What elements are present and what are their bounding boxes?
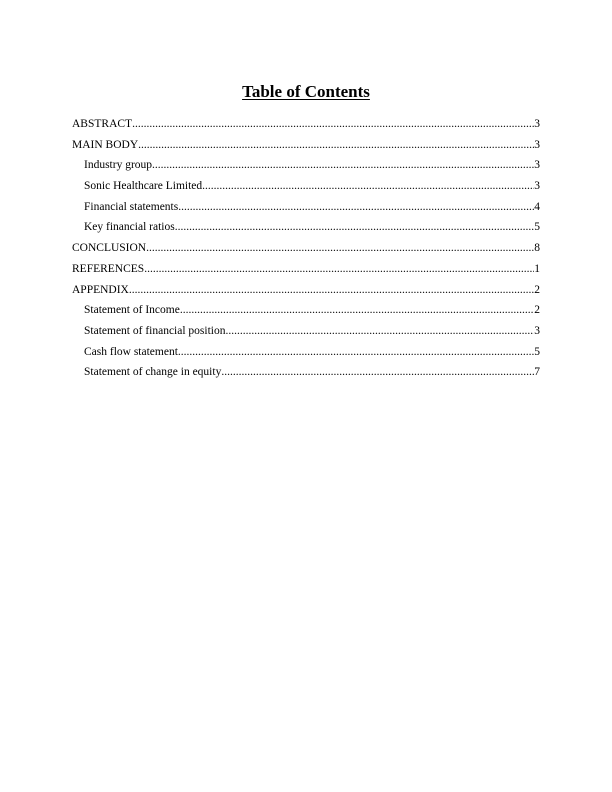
toc-entry-statement-of-change-in-equity[interactable] [72,364,540,385]
toc-dot-leader [175,219,535,235]
toc-page-number: 5 [534,221,540,234]
toc-entry-conclusion[interactable] [72,240,540,261]
toc-entry-label: Sonic Healthcare Limited [84,180,203,193]
toc-page-number: 7 [534,366,540,379]
toc-entry-label: Statement of change in equity [84,366,222,379]
toc-entry-cash-flow-statement[interactable] [72,344,540,365]
toc-entry-industry-group[interactable] [72,157,540,178]
toc-entry-label: APPENDIX [72,283,129,296]
toc-entry-label: ABSTRACT [72,118,133,130]
toc-dot-leader [129,282,534,298]
toc-page-number: 3 [534,159,540,172]
toc-dot-leader [178,344,534,360]
toc-page-number: 8 [534,242,540,255]
toc-dot-leader [178,199,534,215]
toc-entry-statement-of-financial-position[interactable] [72,323,540,344]
toc-entry-references[interactable] [72,261,540,282]
toc-page-number: 2 [534,283,540,296]
toc-entry-main-body[interactable] [72,137,540,158]
toc-entry-label: Industry group [84,159,153,172]
page-title: Table of Contents [242,82,370,101]
toc-entry-label: Cash flow statement [84,345,178,358]
toc-page-number: 1 [534,262,540,275]
toc-dot-leader [138,137,534,153]
toc-page-number: 3 [534,118,540,130]
toc-page-number: 5 [534,345,540,358]
toc-list [72,116,540,385]
toc-dot-leader [152,157,534,173]
toc-page-number: 3 [534,324,540,337]
toc-entry-label: REFERENCES [72,262,145,275]
toc-page-number: 3 [534,138,540,151]
toc-dot-leader [144,261,534,277]
toc-dot-leader [225,323,534,339]
toc-entry-statement-of-income[interactable] [72,302,540,323]
toc-entry-appendix[interactable] [72,282,540,303]
toc-entry-label: Statement of financial position [84,324,226,337]
toc-dot-leader [202,178,534,194]
toc-page-number: 3 [534,180,540,193]
toc-page-number: 4 [534,200,540,213]
toc-entry-label: Key financial ratios [84,221,175,234]
toc-entry-label: Financial statements [84,200,179,213]
toc-entry-key-financial-ratios[interactable] [72,219,540,240]
toc-dot-leader [146,240,534,256]
toc-dot-leader [132,116,534,132]
toc-dot-leader [180,302,534,318]
toc-entry-abstract[interactable] [72,116,540,137]
toc-entry-label: CONCLUSION [72,242,147,255]
toc-entry-label: Statement of Income [84,304,180,317]
toc-entry-sonic-healthcare[interactable] [72,178,540,199]
toc-entry-financial-statements[interactable] [72,199,540,220]
toc-page-number: 2 [534,304,540,317]
toc-entry-label: MAIN BODY [72,138,139,151]
toc-dot-leader [221,364,534,380]
